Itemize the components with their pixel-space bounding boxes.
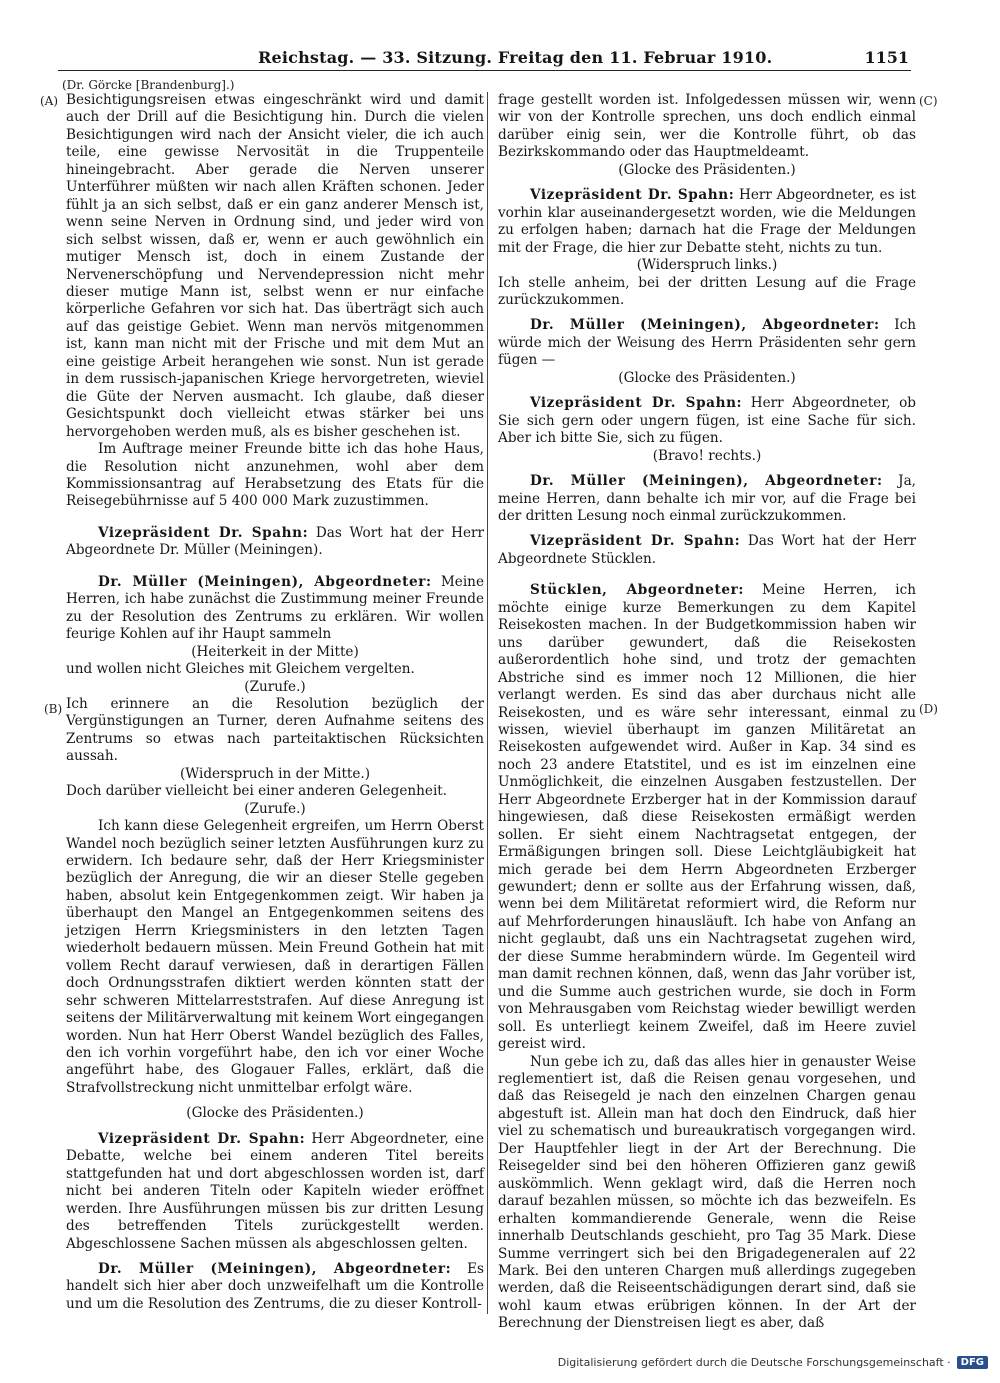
margin-marker-b: (B) xyxy=(44,702,63,716)
speech-text: Es handelt sich hier aber doch unzweifelhaft um die Kontrolle und um die Resolution des Zentrums, die zu dieser Kontroll- xyxy=(66,1261,485,1312)
interjection: (Glocke des Präsidenten.) xyxy=(618,369,796,386)
speaker-name: Dr. Müller (Meiningen), Abgeordneter: xyxy=(98,1261,452,1277)
paragraph: Ich erinnere an die Resolution bezüglich der Vergünstigungen an Turner, deren Aufnahme seitens des Zentrums so etwas nach parteitaktischen Rücksichten aussah. xyxy=(66,695,484,765)
speech-text: Das Wort hat der Herr Abgeordnete Dr. Müller (Meiningen). xyxy=(66,524,484,559)
speaker-name: Vizepräsident Dr. Spahn: xyxy=(530,533,741,550)
speech-text: Ich würde mich der Weisung des Herrn Präsidenten sehr gern fügen — xyxy=(498,317,916,369)
speaker-name: Dr. Müller (Meiningen), Abgeordneter: xyxy=(530,317,880,334)
paragraph: Ich stelle anheim, bei der dritten Lesung auf die Frage zurückzukommen. xyxy=(498,274,916,308)
margin-marker-c: (C) xyxy=(919,94,938,108)
left-column xyxy=(66,92,484,1313)
paragraph xyxy=(498,317,916,369)
paragraph xyxy=(66,1261,484,1313)
paragraph xyxy=(498,473,916,525)
paragraph: Im Auftrage meiner Freunde bitte ich das hohe Haus, die Resolution nicht anzunehmen, wohl aber dem Kommissionsantrag auf Herabsetzung des Etats für die Reisegebührnisse auf 5 400 000 Mark zuzustimmen. xyxy=(66,441,484,510)
paragraph xyxy=(66,525,484,560)
paragraph xyxy=(498,533,916,568)
speaker-name: Dr. Müller (Meiningen), Abgeordneter: xyxy=(98,573,432,590)
right-column xyxy=(498,92,916,1333)
speech-text: Herr Abgeordneter, es ist vorhin klar auseinandergesetzt worden, wie die Meldungen zu erfolgen haben; darnach hat die Frage der Meldungen mit der Frage, die hier zur Debatte steht, nichts zu tun. xyxy=(498,187,917,256)
speaker-name: Vizepräsident Dr. Spahn: xyxy=(530,187,735,204)
running-title: Reichstag. — 33. Sitzung. Freitag den 11. Februar 1910. xyxy=(258,48,773,67)
speaker-name: Vizepräsident Dr. Spahn: xyxy=(98,1130,306,1147)
speech-text: Herr Abgeordneter, eine Debatte, welche bei einem anderen Titel bereits stattgefunden hat und dort abgeschlossen worden ist, darf nicht bei anderen Titeln oder Kapiteln wieder eröffnet werden. Ihre Ausführungen müssen bis zur dritten Lesung des betreffenden Titels zurückgestellt werden. Abgeschlossene Sachen müssen als abgeschlossen gelten. xyxy=(66,1130,484,1252)
paragraph: Nun gebe ich zu, daß das alles hier in genauster Weise reglementiert ist, daß die Reisen genau vorgesehen, und daß das Reisegeld je nach den einzelnen Chargen genau abgestuft ist. Allein man hat doch den Eindruck, daß hier viel zu schematisch und bureaukratisch vorgegangen wird. Der Hauptfehler liegt in der Art der Berechnung. Die Reisegelder sind bei den höheren Offizieren ganz gewiß auskömmlich. Wenn geklagt wird, daß die Herren noch darauf bezahlen müssen, so möchte ich das bezweifeln. Es erhalten kommandierende Generale, wenn die Reise innerhalb Deutschlands geschieht, pro Tag 35 Mark. Diese Summe verringert sich bei den Brigadegeneralen auf 22 Mark. Bei den unteren Chargen muß allerdings zugegeben werden, daß die Reiseentschädigungen derart sind, daß sie wohl kaum etwas erübrigen können. In der Art der Berechnung der Dienstreisen liegt es aber, daß xyxy=(498,1053,916,1332)
paragraph: Besichtigungsreisen etwas eingeschränkt wird und damit auch der Drill auf die Besichtigung hin. Durch die vielen Besichtigungen wird nach der Ansicht vieler, die ich auch teile, eine gewisse Nervosität in die Truppenteile hineingebracht. Aber gerade die Nerven unserer Unterführer müßten wir nach allen Kräften schonen. Jeder fühlt ja an sich selbst, daß er ein ganz anderer Mensch ist, wenn seine Nerven in Ordnung sind, und jeder wird von sich selbst wissen, daß er, wenn er auch gewöhnlich ein mutiger Mensch ist, doch in einem Zustande der Nervenerschöpfung und Nervendepression nicht mehr dieser mutige Mann ist, selbst wenn er nur einfache körperliche Gefahren vor sich hat. Das überträgt sich auch auf das geistige Gebiet. Wenn man nervös mitgenommen ist, kann man nicht mit der Frische und mit dem Mut an eine geistige Arbeit herangehen wie sonst. Nun ist gerade in dem russisch-japanischen Kriege hervorgetreten, wieviel die Güte der Nerven ausmacht. Ich glaube, daß dieser Gesichtspunkt doch vielleicht etwas stärker bei uns hervorgehoben werden muß, als es bisher geschehen ist. xyxy=(66,92,484,440)
speech-text: Ja, meine Herren, dann behalte ich mir vor, auf die Frage bei der dritten Lesung noch einmal zurückzukommen. xyxy=(498,473,916,524)
paragraph: und wollen nicht Gleiches mit Gleichem vergelten. xyxy=(66,661,415,678)
credit-text: Digitalisierung gefördert durch die Deutsche Forschungsgemeinschaft · xyxy=(557,1356,951,1369)
dfg-logo: DFG xyxy=(957,1356,988,1369)
page-header xyxy=(58,46,911,71)
paragraph: frage gestellt worden ist. Infolgedessen müssen wir, wenn wir von der Kontrolle sprechen, uns doch endlich einmal darüber einig sein, wer die Kontrolle führt, ob das Bezirkskommando oder das Hauptmeldeamt. xyxy=(498,92,916,161)
column-divider xyxy=(487,92,488,1314)
speaker-name: Vizepräsident Dr. Spahn: xyxy=(530,395,743,412)
paragraph: Doch darüber vielleicht bei einer anderen Gelegenheit. xyxy=(66,783,448,800)
speaker-name: Vizepräsident Dr. Spahn: xyxy=(98,524,309,541)
speech-text: Meine Herren, ich möchte einige kurze Bemerkungen zu dem Kapitel Reisekosten machen. In der Budgetkommission haben wir uns darüber gewundert, daß die Reisekosten außerordentlich hohe sind, und trotz der gemachten Abstriche sind es immer noch 12 Millionen, die hier verlangt werden. Es sind das aber durchaus nicht alle Reisekosten, und es wäre sehr interessant, einmal zu wissen, wieviel überhaupt im ganzen Militäretat an Reisekosten aufgewendet wird. Außer in Kap. 34 sind es noch 23 andere Etatstitel, und es ist im einzelnen eine Unmöglichkeit, die einzelnen Ausgaben festzustellen. Der Herr Abgeordnete Erzberger hat in der Kommission darauf hingewiesen, daß diese Reisekosten ermäßigt werden sollen. Er sieht einem Nachtragsetat entgegen, der Ermäßigungen bringen soll. Diese Leichtgläubigkeit hat mich gerade bei dem Herrn Abgeordneten Erzberger gewundert; denn er sollte aus der Erfahrung wissen, daß, wenn bei dem Militäretat reformiert wird, die Reform nur auf Mehrforderungen hinausläuft. Ich habe von Anfang an nicht geglaubt, daß uns ein Nachtragsetat zugehen wird, der diese Summe herabmindern würde. Im Gegenteil wird man damit rechnen können, daß, wenn das Jahr vorüber ist, und die Summe auch gestrichen wurde, sie doch in Form von Mehrausgaben vom Reichstag wieder bewilligt werden soll. Es unterliegt keinem Zweifel, daß im Heere zuviel gereist wird. xyxy=(498,582,916,1053)
speech-text: Das Wort hat der Herr Abgeordnete Stücklen. xyxy=(498,533,916,567)
page-number: 1151 xyxy=(864,48,909,67)
speaker-continuation-note: (Dr. Görcke [Brandenburg].) xyxy=(62,78,235,92)
paragraph xyxy=(498,582,916,1053)
speaker-name: Dr. Müller (Meiningen), Abgeordneter: xyxy=(530,473,883,490)
paragraph xyxy=(66,1131,484,1253)
interjection: (Glocke des Präsidenten.) xyxy=(186,1105,364,1122)
interjection: (Widerspruch links.) xyxy=(636,257,778,274)
interjection: (Glocke des Präsidenten.) xyxy=(618,161,796,178)
interjection: (Zurufe.) xyxy=(244,800,306,817)
paragraph xyxy=(498,187,916,257)
interjection: (Heiterkeit in der Mitte) xyxy=(191,643,359,660)
speech-text: Herr Abgeordneter, ob Sie sich gern oder ungern fügen, ist eine Sache für sich. Aber ich bitte Sie, sich zu fügen. xyxy=(498,395,916,447)
interjection: (Bravo! rechts.) xyxy=(652,447,762,464)
paragraph xyxy=(498,395,916,447)
margin-marker-a: (A) xyxy=(40,94,59,108)
interjection: (Widerspruch in der Mitte.) xyxy=(179,765,371,782)
paragraph: Ich kann diese Gelegenheit ergreifen, um Herrn Oberst Wandel noch bezüglich seiner letzten Ausführungen kurz zu erwidern. Ich bedaure sehr, daß der Herr Kriegsminister bezüglich der Anregung, die wir an dieser Stelle gegeben haben, absolut kein Entgegenkommen zeigt. Wir haben ja überhaupt den Mangel an Entgegenkommen seitens des jetzigen Herrn Kriegsministers in den letzten Tagen wiederholt bedauern müssen. Mein Freund Gothein hat mit vollem Recht darauf verwiesen, daß in derartigen Fällen doch Ordnungsstrafen diktiert werden könnten statt der sehr schweren Mittelarreststrafen. Auf diese Anregung ist seitens der Militärverwaltung mit keinem Wort eingegangen worden. Nun hat Herr Oberst Wandel bezüglich des Falles, den ich vorhin vorgeführt habe, den ich vor einer Woche angeführt habe, des Glogauer Falles, erklärt, daß die Strafvollstreckung nicht unmittelbar erfolgt wäre. xyxy=(66,818,484,1096)
margin-marker-d: (D) xyxy=(919,702,938,716)
interjection: (Zurufe.) xyxy=(244,678,306,695)
paragraph xyxy=(66,574,484,644)
digitization-credit xyxy=(558,1356,988,1369)
speech-text: Meine Herren, ich habe zunächst die Zustimmung meiner Freunde zu der Resolution des Zentrums zu erklären. Wir wollen feurige Kohlen auf ihr Haupt sammeln xyxy=(66,573,484,643)
speaker-name: Stücklen, Abgeordneter: xyxy=(530,582,744,599)
